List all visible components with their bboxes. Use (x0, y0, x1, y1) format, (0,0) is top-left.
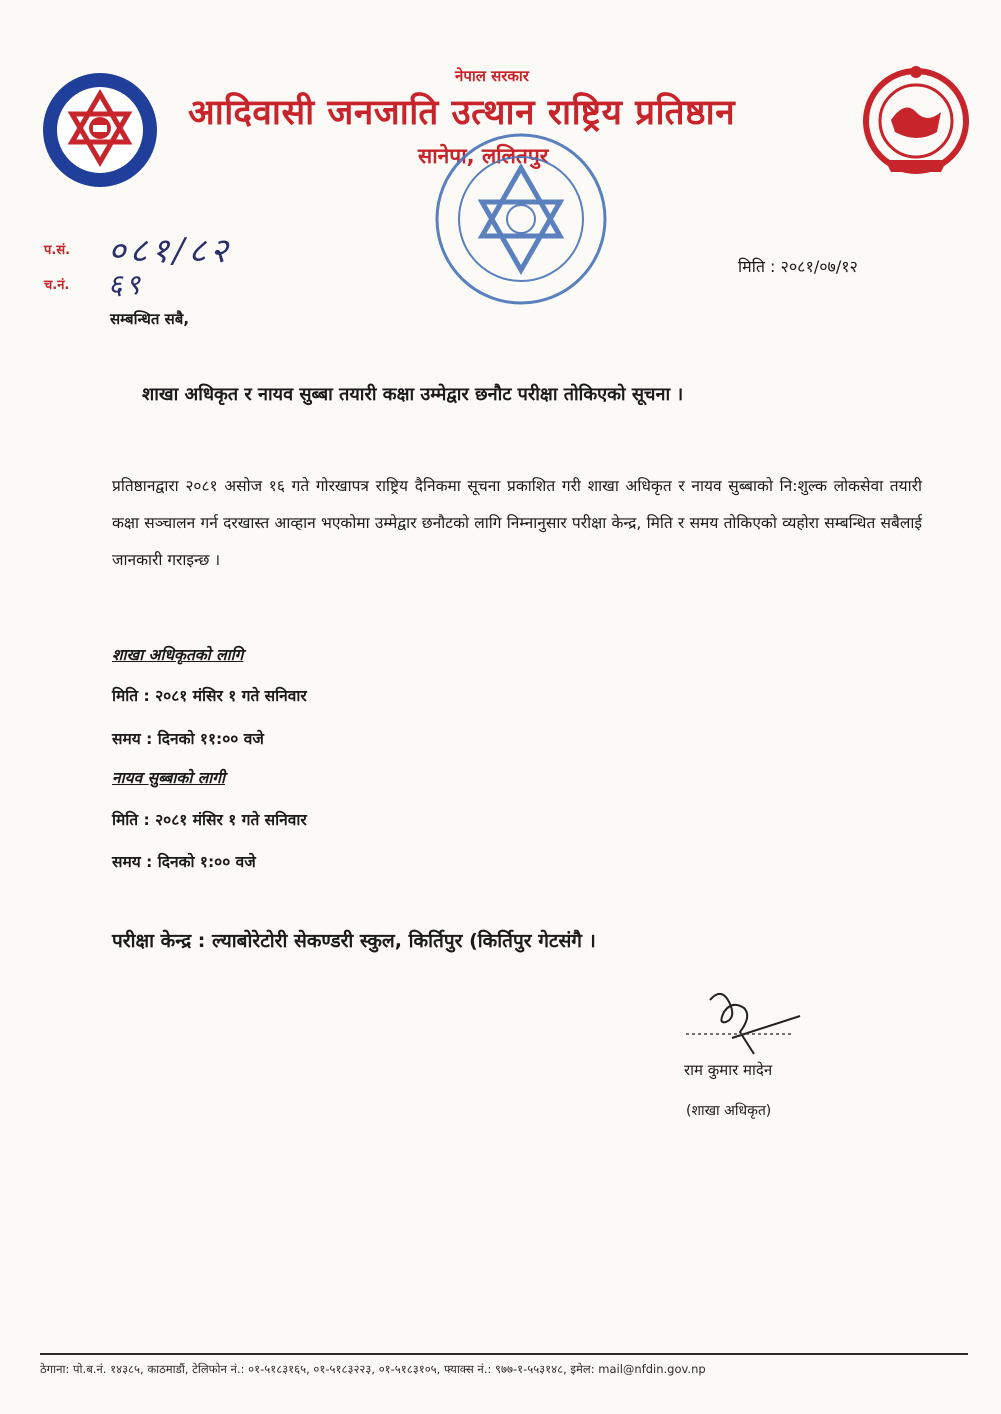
organization-logo-icon (40, 70, 160, 190)
exam-center: परीक्षा केन्द्र : ल्याबोरेटोरी सेकण्डरी स्कुल, किर्तिपुर (किर्तिपुर गेटसंगै । (112, 930, 596, 952)
national-emblem-icon (855, 60, 977, 182)
salutation: सम्बन्धित सबै, (110, 310, 190, 328)
subject-line: शाखा अधिकृत र नायव सुब्बा तयारी कक्षा उम्मेद्वार छनौट परीक्षा तोकिएको सूचना । (142, 384, 684, 405)
subba-exam-time: समय : दिनको १:०० वजे (112, 853, 256, 871)
office-stamp-icon (432, 130, 610, 308)
cn-number: ६९ (108, 268, 144, 301)
footer-contact: ठेगाना: पो.ब.नं. १४३८५, काठमाडौं, टेलिफोन नं.: ०१-५१८३१६५, ०१-५१८३२२३, ०१-५१८३१०५, फ्याक्स नं.: ९७७-१-५५३१४८, इमेल: mail@nfdin.gov.np (40, 1362, 706, 1376)
body-paragraph: प्रतिष्ठानद्वारा २०८१ असोज १६ गते गोरखापत्र राष्ट्रिय दैनिकमा सूचना प्रकाशित गरी शाखा अधिकृत र नायव सुब्बाको नि:शुल्क लोकसेवा तयारी कक्षा सञ्चालन गर्न दरखास्त आव्हान भएकोमा उम्मेद्वार छनौटको लागि निम्नानुसार परीक्षा केन्द्र, मिति र समय तोकिएको व्यहोरा सम्बन्धित सबैलाई जानकारी गराइन्छ । (112, 477, 922, 569)
organization-name: आदिवासी जनजाति उत्थान राष्ट्रिय प्रतिष्ठान (188, 93, 736, 133)
organization-location: सानेपा, ललितपुर (418, 144, 549, 168)
section-heading-subba: नायव सुब्बाको लागी (112, 769, 225, 787)
section-heading-officer: शाखा अधिकृतको लागि (112, 646, 244, 664)
ps-label: प.सं. (44, 243, 71, 258)
officer-exam-date: मिति : २०८१ मंसिर १ गते सनिवार (112, 687, 307, 705)
officer-exam-time: समय : दिनको ११:०० वजे (112, 730, 264, 748)
government-line: नेपाल सरकार (455, 67, 529, 85)
signature-icon (682, 982, 812, 1062)
signatory-title: (शाखा अधिकृत) (686, 1103, 772, 1119)
signatory-name: राम कुमार मादेन (684, 1061, 773, 1079)
letter-date: मिति : २०८१/०७/१२ (738, 257, 858, 276)
cn-label: च.नं. (44, 278, 70, 293)
footer-divider (40, 1353, 968, 1355)
ps-number: ०८१/८२ (108, 231, 232, 271)
subba-exam-date: मिति : २०८१ मंसिर १ गते सनिवार (112, 811, 307, 829)
